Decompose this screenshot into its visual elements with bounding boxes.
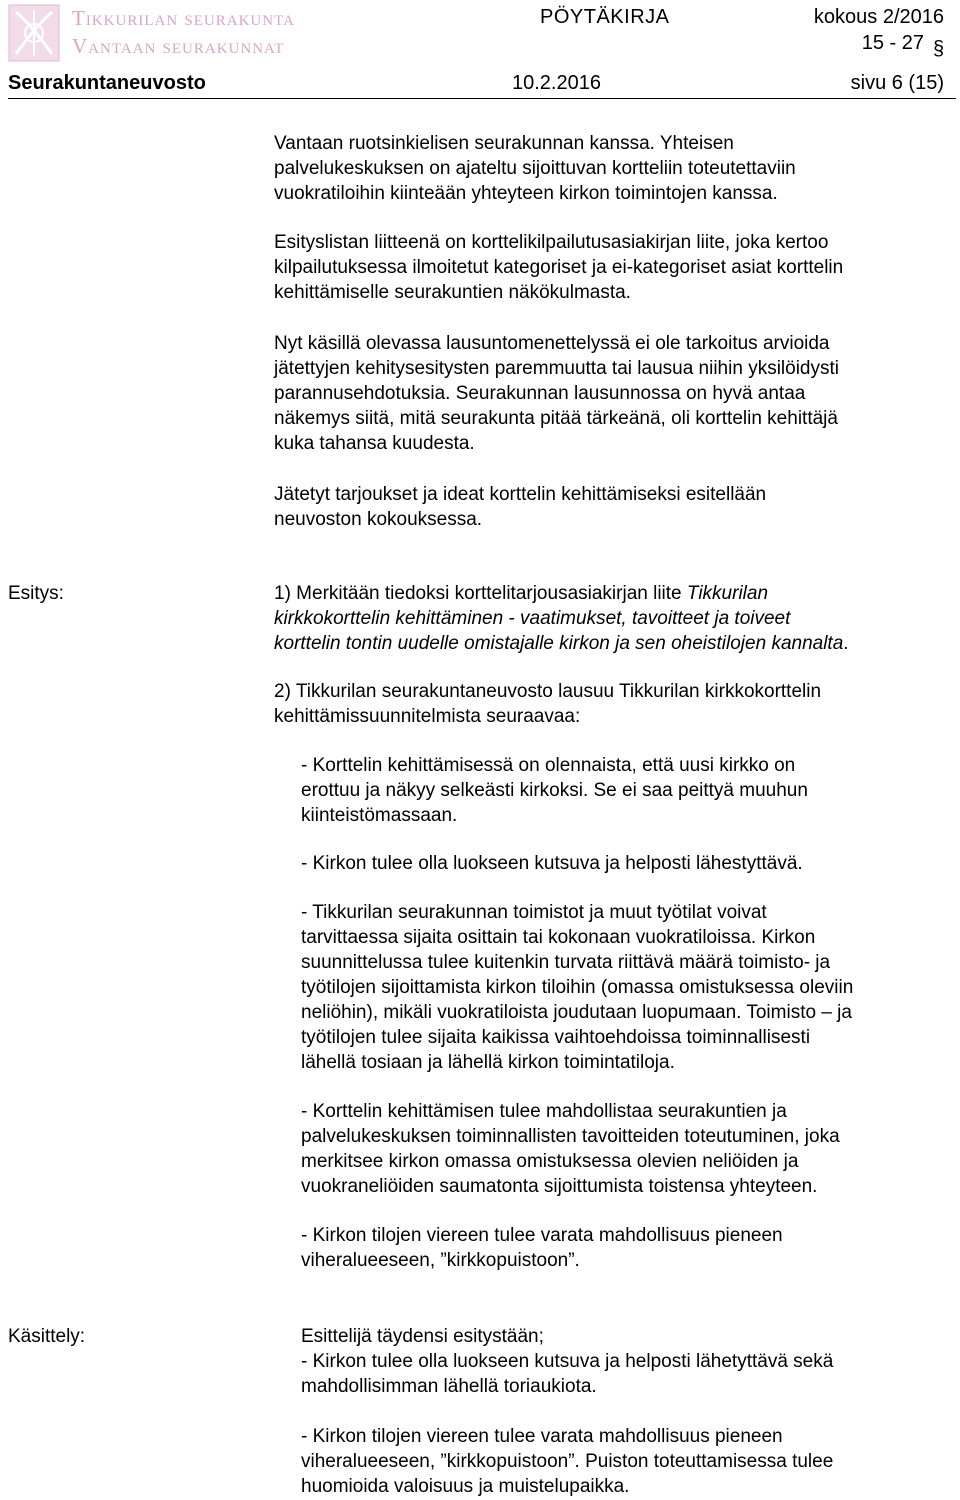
intro-paragraph-4: Jätetyt tarjoukset ja ideat korttelin kehittämiseksi esitellään neuvoston kokouksessa. bbox=[274, 484, 767, 530]
proposal-bullet-1: - Korttelin kehittämisessä on olennaista, että uusi kirkko on erottuu ja näkyy selkeästi kirkoksi. Se ei saa peittyä muuhun kiinteistömassaan. bbox=[301, 755, 808, 826]
proposal-bullet-3: - Tikkurilan seurakunnan toimistot ja muut työtilat voivat tarvittaessa sijaita osittain tai kokonaan vuokratiloissa. Kirkon suunnittelussa tulee kuitenkin turvata riittävä määrä toimisto- ja työtilojen sijoittamista kirkon tiloihin (omassa omistuksessa oleviin neliöhin), mikäli vuokratiloista joudutaan luopumaan. Toimisto – ja työtilojen tulee sijaita kaikissa vaihtoehdoissa toiminnallisesti lähellä tosiaan ja lähellä kirkon toimintatiloja. bbox=[301, 902, 854, 1073]
proposal-label: Esitys: bbox=[8, 583, 64, 604]
document-type: PÖYTÄKIRJA bbox=[540, 6, 670, 28]
org-name-line2: Vantaan seurakunnat bbox=[72, 34, 285, 58]
page-number: sivu 6 (15) bbox=[850, 72, 944, 94]
proposal-item-2: 2) Tikkurilan seurakuntaneuvosto lausuu Tikkurilan kirkkokorttelin kehittämissuunnitelmista seuraavaa: bbox=[274, 681, 822, 727]
meeting-date: 10.2.2016 bbox=[512, 72, 601, 94]
org-name-line1: Tikkurilan seurakunta bbox=[72, 6, 295, 30]
intro-paragraph-2: Esityslistan liitteenä on korttelikilpailutusasiakirjan liite, joka kertoo kilpailutuksessa ilmoitetut kategoriset ja ei-kategoriset asiat korttelin kehittämiselle seurakuntien näkökulmasta. bbox=[274, 232, 844, 303]
handling-paragraph-1: Esittelijä täydensi esitystään; - Kirkon tulee olla luokseen kutsuva ja helposti lähetyttävä sekä mahdollisimman lähellä toriaukiota. bbox=[301, 1326, 834, 1397]
section-sign-icon bbox=[932, 34, 946, 60]
intro-paragraph-1: Vantaan ruotsinkielisen seurakunnan kanssa. Yhteisen palvelukeskuksen on ajateltu sijoittuvan kortteliin toteutettaviin vuokratiloihin kiinteään yhteyteen kirkon toimintojen kanssa. bbox=[274, 133, 796, 204]
meeting-number: kokous 2/2016 bbox=[813, 6, 944, 28]
council-name: Seurakuntaneuvosto bbox=[8, 72, 206, 94]
proposal-bullet-5: - Kirkon tilojen viereen tulee varata mahdollisuus pieneen viheralueeseen, ”kirkkopuistoon”. bbox=[301, 1225, 783, 1271]
proposal-bullet-4: - Korttelin kehittämisen tulee mahdollistaa seurakuntien ja palvelukeskuksen toiminnallisten tavoitteiden toteutuminen, joka merkitsee kirkon omassa omistuksessa olevien neliöiden ja vuokraneliöiden saumatonta sijoittumista toistensa yhteyteen. bbox=[301, 1101, 840, 1197]
proposal-bullet-2: - Kirkon tulee olla luokseen kutsuva ja helposti lähestyttävä. bbox=[301, 853, 803, 874]
intro-paragraph-3: Nyt käsillä olevassa lausuntomenettelyssä ei ole tarkoitus arvioida jätettyjen kehitysesitysten paremmuutta tai lausua niihin yksilöidysti parannusehdotuksia. Seurakunnan lausunnossa on hyvä antaa näkemys siitä, mitä seurakunta pitää tärkeänä, oli korttelin kehittäjä kuka tahansa kuudesta. bbox=[274, 333, 839, 454]
header-divider bbox=[8, 98, 956, 99]
section-range: 15 - 27 bbox=[861, 32, 924, 54]
handling-label: Käsittely: bbox=[8, 1326, 86, 1347]
parish-logo-icon bbox=[8, 4, 60, 62]
svg-text:§: § bbox=[933, 38, 945, 60]
proposal-item-1: 1) Merkitään tiedoksi korttelitarjousasiakirjan liite Tikkurilan kirkkokorttelin kehittäminen - vaatimukset, tavoitteet ja toiveet korttelin tontin uudelle omistajalle kirkon ja sen oheistilojen kannalta. bbox=[274, 583, 849, 654]
handling-paragraph-2: - Kirkon tilojen viereen tulee varata mahdollisuus pieneen viheralueeseen, ”kirkkopuistoon”. Puiston toteuttamisessa tulee huomioida valoisuus ja muistelupaikka. bbox=[301, 1426, 834, 1497]
